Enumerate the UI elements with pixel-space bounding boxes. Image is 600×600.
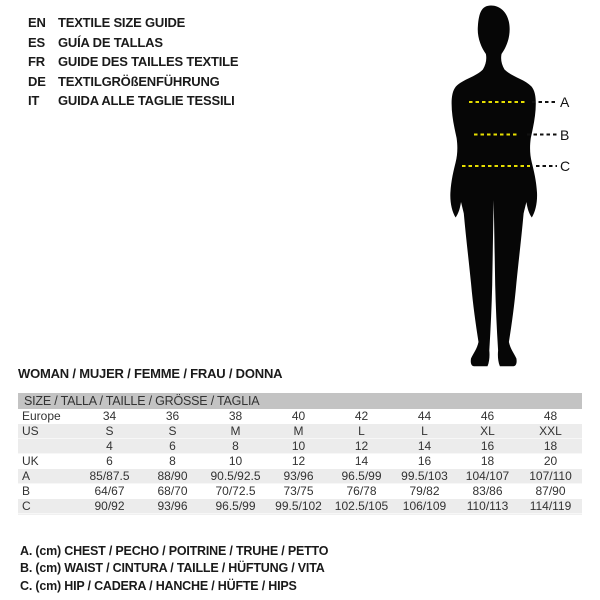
table-row-c — [18, 499, 582, 514]
language-title: TEXTILGRÖßENFÜHRUNG — [58, 73, 220, 89]
table-cell: 8 — [232, 439, 239, 453]
language-code: DE — [28, 73, 46, 89]
table-cell: 10 — [228, 454, 243, 468]
measure-label-a: A — [560, 94, 570, 110]
language-list — [28, 13, 238, 111]
legend-line-c: C. (cm) HIP / CADERA / HANCHE / HÜFTE / HIPS — [20, 578, 297, 593]
size-table-header: SIZE / TALLA / TAILLE / GRÖSSE / TAGLIA — [18, 393, 582, 409]
table-row-a — [18, 469, 582, 484]
table-cell: 87/90 — [535, 484, 566, 498]
table-cell: 12 — [291, 454, 306, 468]
row-label — [18, 439, 78, 454]
table-cell: M — [293, 424, 304, 438]
table-row-us-numeric — [18, 439, 582, 454]
table-cell: 88/90 — [157, 469, 188, 483]
table-cell: 104/107 — [465, 469, 510, 483]
row-label: A — [22, 469, 31, 483]
table-cell: 16 — [480, 439, 495, 453]
table-cell: 68/70 — [157, 484, 188, 498]
table-cell: 20 — [543, 454, 558, 468]
table-row-us — [18, 424, 582, 439]
table-cell: L — [421, 424, 428, 438]
table-cell: 46 — [480, 409, 495, 423]
measurement-legend — [20, 543, 328, 595]
table-cell: XL — [480, 424, 495, 438]
table-cell: 114/119 — [529, 499, 572, 513]
measure-label-c: C — [560, 158, 571, 174]
table-cell: 64/67 — [94, 484, 125, 498]
language-code: FR — [28, 54, 45, 69]
measure-label-b: B — [560, 127, 570, 143]
table-cell: M — [230, 424, 241, 438]
table-cell: 4 — [106, 439, 113, 453]
table-cell: 79/82 — [409, 484, 440, 498]
table-cell: 99.5/102 — [275, 499, 322, 513]
language-row-fr — [28, 52, 238, 72]
table-cell: 85/87.5 — [89, 469, 130, 483]
table-cell: 48 — [543, 409, 558, 423]
table-cell: 90.5/92.5 — [210, 469, 261, 483]
language-row-es — [28, 33, 238, 53]
table-cell: 18 — [480, 454, 495, 468]
section-heading-woman: WOMAN / MUJER / FEMME / FRAU / DONNA — [18, 366, 283, 381]
table-cell: 93/96 — [157, 499, 188, 513]
language-code: IT — [28, 93, 40, 108]
legend-line-b: B. (cm) WAIST / CINTURA / TAILLE / HÜFTUNG / VITA — [20, 561, 325, 576]
silhouette-body — [450, 6, 537, 367]
language-title: TEXTILE SIZE GUIDE — [58, 15, 186, 30]
table-cell: 110/113 — [466, 499, 509, 513]
table-cell: L — [358, 424, 365, 438]
woman-silhouette-figure — [440, 0, 575, 375]
table-cell: 42 — [354, 409, 369, 423]
language-code: EN — [28, 15, 46, 30]
table-cell: 6 — [106, 454, 113, 468]
table-row-b — [18, 484, 582, 499]
table-cell: 16 — [417, 454, 432, 468]
table-cell: 18 — [543, 439, 558, 453]
table-cell: 90/92 — [94, 499, 125, 513]
table-cell: 107/110 — [529, 469, 572, 483]
legend-line-a: A. (cm) CHEST / PECHO / POITRINE / TRUHE / PETTO — [20, 544, 329, 558]
table-cell: 14 — [417, 439, 432, 453]
woman-silhouette-svg — [440, 0, 575, 375]
table-cell: 106/109 — [402, 499, 447, 513]
table-cell: 36 — [165, 409, 180, 423]
table-cell: 12 — [354, 439, 369, 453]
language-code: ES — [28, 34, 45, 50]
table-cell: 93/96 — [283, 469, 314, 483]
row-label: Europe — [22, 409, 61, 423]
language-row-de — [28, 72, 238, 92]
table-cell: 44 — [417, 409, 432, 423]
table-cell: 38 — [228, 409, 243, 423]
row-label: B — [22, 484, 31, 498]
table-cell: 73/75 — [283, 484, 314, 498]
table-cell: 83/86 — [472, 484, 503, 498]
size-table — [18, 393, 582, 515]
table-cell: 96.5/99 — [215, 499, 256, 513]
language-title: GUIDE DES TAILLES TEXTILE — [58, 54, 239, 69]
table-row-europe — [18, 409, 582, 424]
table-cell: XXL — [539, 424, 562, 438]
table-cell: 70/72.5 — [215, 484, 256, 498]
table-cell: S — [105, 424, 114, 438]
table-row-uk — [18, 454, 582, 469]
row-label: UK — [22, 454, 39, 468]
table-cell: 96.5/99 — [341, 469, 382, 483]
table-cell: 14 — [354, 454, 369, 468]
table-cell: 99.5/103 — [401, 469, 448, 483]
language-row-en — [28, 13, 238, 33]
row-label: US — [22, 424, 39, 438]
table-cell: 40 — [291, 409, 306, 423]
row-label: C — [22, 499, 31, 513]
table-cell: 8 — [169, 454, 176, 468]
table-cell: 34 — [102, 409, 117, 423]
table-cell: 6 — [169, 439, 176, 453]
table-cell: S — [168, 424, 177, 438]
table-cell: 10 — [291, 439, 306, 453]
language-title: GUÍA DE TALLAS — [58, 34, 163, 50]
language-title: GUIDA ALLE TAGLIE TESSILI — [58, 93, 235, 108]
table-cell: 76/78 — [346, 484, 377, 498]
table-cell: 102.5/105 — [334, 499, 389, 513]
language-row-it — [28, 91, 238, 111]
